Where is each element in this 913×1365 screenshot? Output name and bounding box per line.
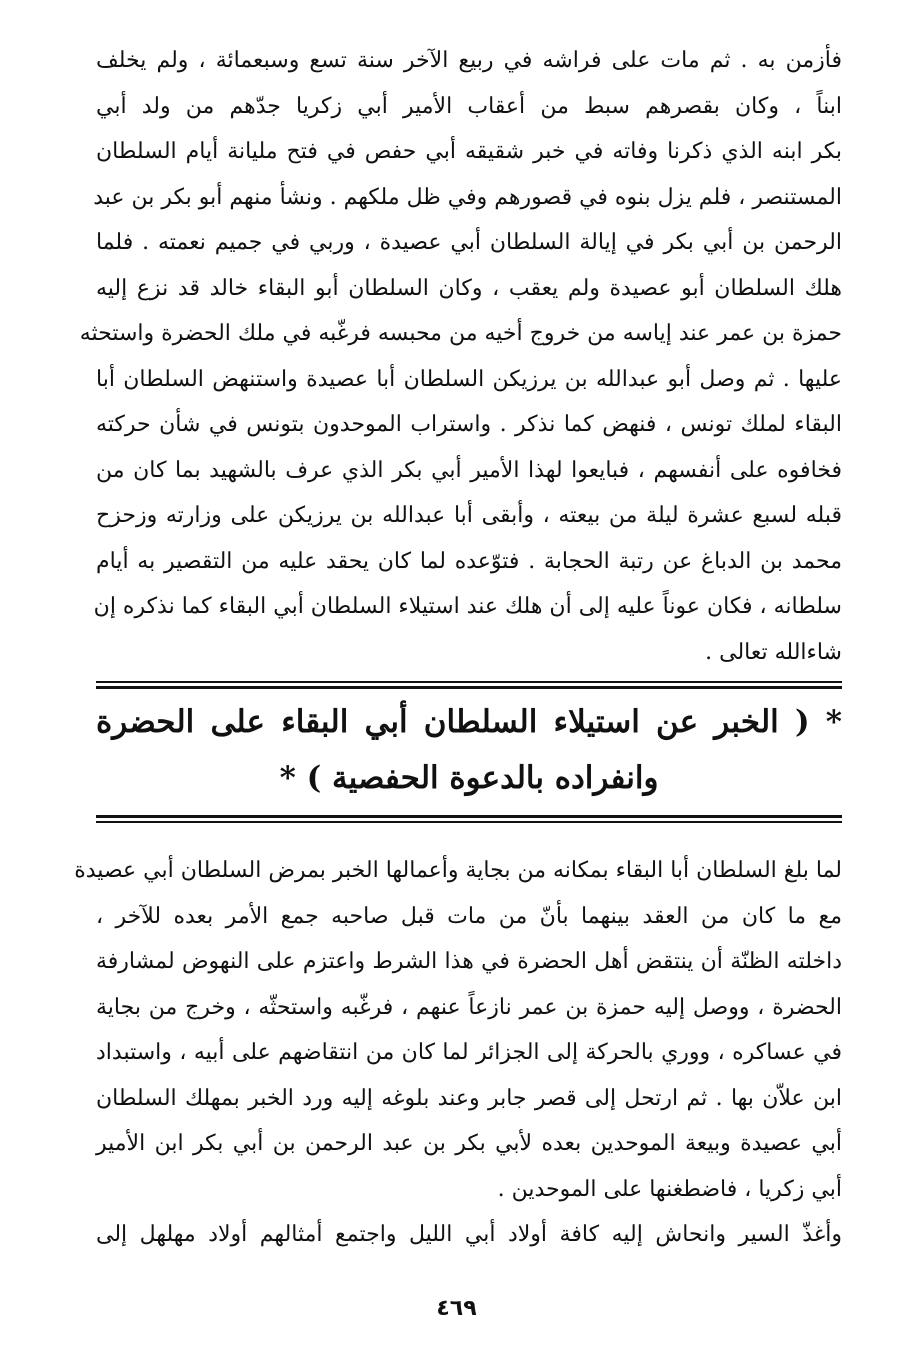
paragraph-1-line: ابناً ، وكان بقصرهم سبط من أعقاب الأمير أبي زكريا جدّهم من ولد أبي <box>96 93 842 119</box>
paragraph-1-line: شاءالله تعالى . <box>705 639 842 665</box>
paragraph-2-line: أبي عصيدة وبيعة الموحدين بعده لأبي بكر بن عبد الرحمن بن أبي بكر ابن الأمير <box>96 1131 843 1156</box>
paragraph-2-line: ابن علاّن بها . ثم ارتحل إلى قصر جابر وعند بلوغه إليه ورد الخبر بمهلك السلطان <box>96 1085 842 1111</box>
thick-rule <box>96 686 842 689</box>
paragraph-2-line: مع ما كان من العقد بينهما بأنّ من مات قبل صاحبه جمع الأمر بعده للآخر ، <box>96 903 842 929</box>
paragraph-1 <box>79 38 842 675</box>
paragraph-2-line: لما بلغ السلطان أبا البقاء بمكانه من بجاية وأعمالها الخبر بمرض السلطان أبي عصيدة <box>74 858 842 883</box>
paragraph-1-line: بكر ابنه الذي ذكرنا وفاته في خبر شقيقه أبي حفص في فتح مليانة أيام السلطان <box>96 139 842 164</box>
paragraph-1-line: عليها . ثم وصل أبو عبدالله بن يرزيكن السلطان أبا عصيدة واستنهض السلطان أبا <box>96 366 842 392</box>
heading-bottom-rule <box>96 815 842 823</box>
paragraph-2-line: وأغذّ السير وانحاش إليه كافة أولاد أبي الليل واجتمع أمثالهم أولاد مهلهل إلى <box>96 1222 842 1247</box>
heading-top-rule <box>96 681 842 689</box>
paragraph-1-line: محمد بن الدباغ عن رتبة الحجابة . فتوّعده لما كان يحقد عليه من التقصير به أيام <box>96 548 842 574</box>
paragraph-2-line: في عساكره ، ووري بالحركة إلى الجزائر لما كان من انتقاضهم على أبيه ، واستبداد <box>96 1040 842 1065</box>
thin-rule <box>96 681 842 683</box>
thick-rule <box>96 815 842 818</box>
thin-rule <box>96 821 842 823</box>
section-heading <box>96 694 842 806</box>
paragraph-1-line: قبله لسبع عشرة ليلة من بيعته ، وأبقى أبا عبدالله بن يرزيكن على وزارته وزحزح <box>96 503 842 528</box>
paragraph-1-line: حمزة بن عمر عند إياسه من خروج أخيه من محبسه فرغّبه في ملك الحضرة واستحثه <box>79 321 842 346</box>
paragraph-2 <box>74 848 843 1258</box>
section-heading-line-2: وانفراده بالدعوة الحفصية ) * <box>279 760 659 796</box>
paragraph-1-line: البقاء لملك تونس ، فنهض كما نذكر . واستراب الموحدون بتونس في شأن حركته <box>96 412 842 437</box>
paragraph-2-line: الحضرة ، ووصل إليه حمزة بن عمر نازعاً عنهم ، فرغّبه واستحثّه ، وخرج من بجاية <box>96 994 842 1020</box>
paragraph-1-line: فخافوه على أنفسهم ، فبايعوا لهذا الأمير أبي بكر الذي عرف بالشهيد بما كان من <box>96 457 842 483</box>
paragraph-2-line: داخلته الظنّة أن ينتقض أهل الحضرة في هذا الشرط واعتزم على النهوض لمشارفة <box>96 949 842 974</box>
section-heading-line-1: * ( الخبر عن استيلاء السلطان أبي البقاء على الحضرة <box>96 704 842 740</box>
paragraph-1-line: الرحمن بن أبي بكر في إيالة السلطان أبي عصيدة ، وربي في جميم نعمته . فلما <box>96 230 842 255</box>
paragraph-1-line: هلك السلطان أبو عصيدة ولم يعقب ، وكان السلطان أبو البقاء خالد قد نزع إليه <box>96 275 842 301</box>
paragraph-1-line: فأزمن به . ثم مات على فراشه في ربيع الآخر سنة تسع وسبعمائة ، ولم يخلف <box>96 48 842 73</box>
paragraph-1-line: سلطانه ، فكان عوناً عليه إلى أن هلك عند استيلاء السلطان أبي البقاء كما نذكره إن <box>93 594 842 619</box>
paragraph-2-line: أبي زكريا ، فاضطغنها على الموحدين . <box>497 1176 842 1202</box>
page-number: ٤٦٩ <box>436 1296 477 1321</box>
paragraph-1-line: المستنصر ، فلم يزل بنوه في قصورهم وفي ظل ملكهم . ونشأ منهم أبو بكر بن عبد <box>93 184 842 210</box>
